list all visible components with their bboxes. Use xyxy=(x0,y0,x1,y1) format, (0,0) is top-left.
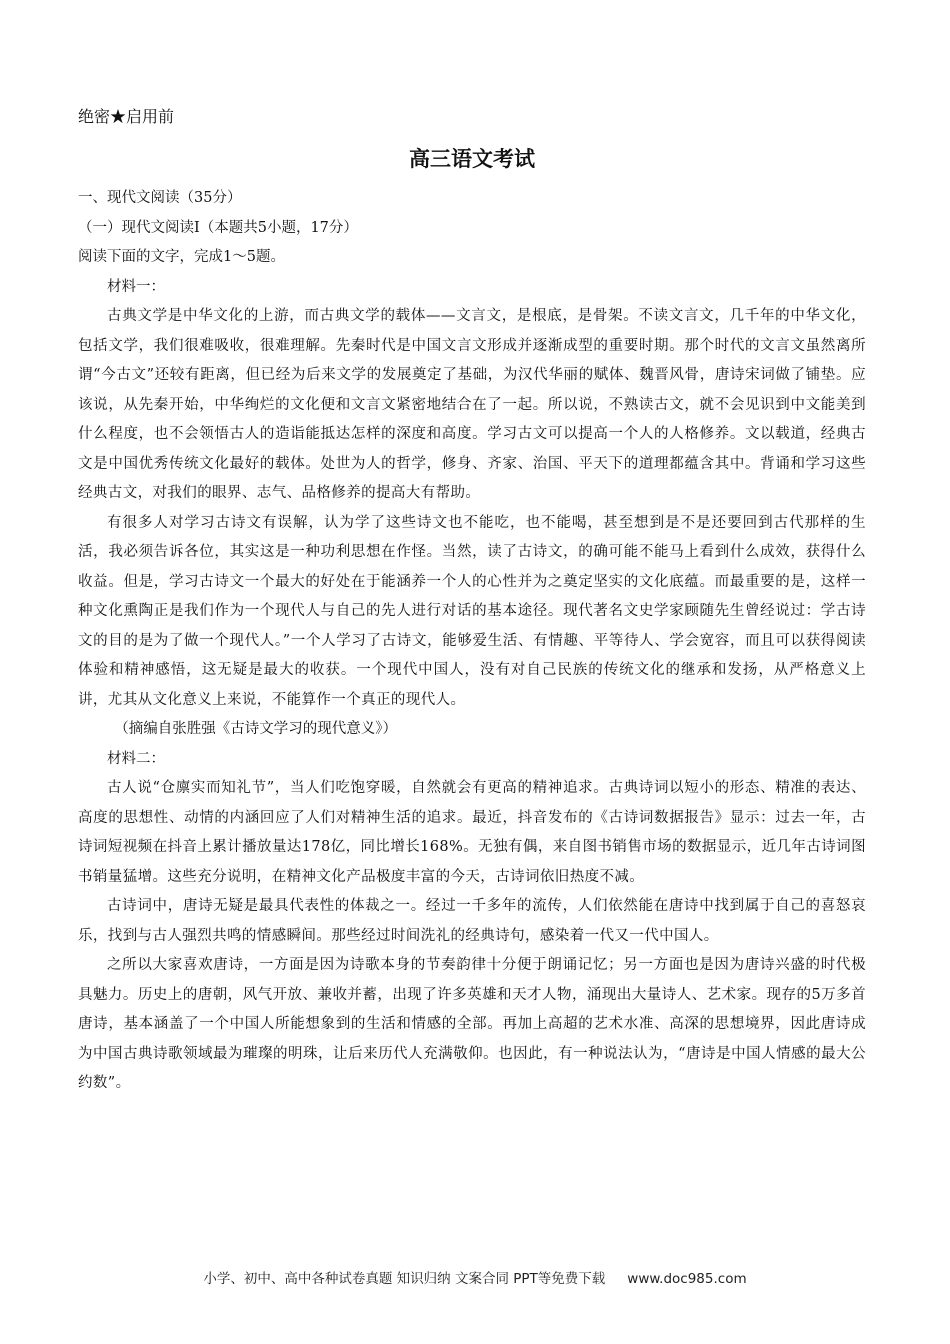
material-2-paragraph-1: 古人说“仓廪实而知礼节”，当人们吃饱穿暖，自然就会有更高的精神追求。古典诗词以短小的形态、精准的表达、高度的思想性、动情的内涵回应了人们对精神生活的追求。最近，抖音发布的《古诗词数据报告》显示：过去一年，古诗词短视频在抖音上累计播放量达178亿，同比增长168%。无独有偶，来自图书销售市场的数据显示，近几年古诗词图书销量猛增。这些充分说明，在精神文化产品极度丰富的今天，古诗词依旧热度不减。 xyxy=(78,780,866,885)
section-subheading: （一）现代文阅读I（本题共5小题，17分） xyxy=(78,219,358,236)
footer-text: 小学、初中、高中各种试卷真题 知识归纳 文案合同 PPT等免费下载 xyxy=(203,1271,606,1287)
instruction-text: 阅读下面的文字，完成1～5题。 xyxy=(78,249,285,265)
material-1-label: 材料一： xyxy=(107,278,165,295)
section-heading: 一、现代文阅读（35分） xyxy=(78,190,242,206)
secret-mark: 绝密★启用前 xyxy=(78,107,175,126)
footer-site-link[interactable]: www.doc985.com xyxy=(627,1271,747,1287)
page-title: 高三语文考试 xyxy=(409,147,535,171)
exam-page xyxy=(78,104,866,1099)
material-2-paragraph-2: 古诗词中，唐诗无疑是最具代表性的体裁之一。经过一千多年的流传，人们依然能在唐诗中找到属于自己的喜怒哀乐，找到与古人强烈共鸣的情感瞬间。那些经过时间洗礼的经典诗句，感染着一代又一代中国人。 xyxy=(78,898,866,944)
material-1-paragraph-2: 有很多人对学习古诗文有误解，认为学了这些诗文也不能吃，也不能喝，甚至想到是不是还要回到古代那样的生活，我必须告诉各位，其实这是一种功利思想在作怪。当然，读了古诗文，的确可能不能马上看到什么成效，获得什么收益。但是，学习古诗文一个最大的好处在于能涵养一个人的心性并为之奠定坚实的文化底蕴。而最重要的是，这样一种文化熏陶正是我们作为一个现代人与自己的先人进行对话的基本途径。现代著名文史学家顾随先生曾经说过：学古诗文的目的是为了做一个现代人。”一个人学习了古诗文，能够爱生活、有情趣、平等待人、学会宽容，而且可以获得阅读体验和精神感悟，这无疑是最大的收获。一个现代中国人，没有对自己民族的传统文化的继承和发扬，从严格意义上讲，尤其从文化意义上来说，不能算作一个真正的现代人。 xyxy=(78,514,866,708)
material-1-paragraph-1: 古典文学是中华文化的上游，而古典文学的载体——文言文，是根底，是骨架。不读文言文，几千年的中华文化，包括文学，我们很难吸收，很难理解。先秦时代是中国文言文形成并逐渐成型的重要时期。那个时代的文言文虽然离所谓“今古文”还较有距离，但已经为后来文学的发展奠定了基础，为汉代华丽的赋体、魏晋风骨，唐诗宋词做了铺垫。应该说，从先秦开始，中华绚烂的文化便和文言文紧密地结合在了一起。所以说，不熟读古文，就不会见识到中文能美到什么程度，也不会领悟古人的造诣能抵达怎样的深度和高度。学习古文可以提高一个人的人格修养。文以载道，经典古文是中国优秀传统文化最好的载体。处世为人的哲学，修身、齐家、治国、平天下的道理都蕴含其中。背诵和学习这些经典古文，对我们的眼界、志气、品格修养的提高大有帮助。 xyxy=(78,308,866,501)
material-2-paragraph-3: 之所以大家喜欢唐诗，一方面是因为诗歌本身的节奏韵律十分便于朗诵记忆；另一方面也是因为唐诗兴盛的时代极具魅力。历史上的唐朝，风气开放、兼收并蓄，出现了许多英雄和天才人物，涌现出大量诗人、艺术家。现存的5万多首唐诗，基本涵盖了一个中国人所能想象到的生活和情感的全部。再加上高超的艺术水准、高深的思想境界，因此唐诗成为中国古典诗歌领域最为璀璨的明珠，让后来历代人充满敬仰。也因此，有一种说法认为，“唐诗是中国人情感的最大公约数”。 xyxy=(78,957,866,1091)
material-2-label: 材料二： xyxy=(107,750,165,767)
material-1-source: （摘编自张胜强《古诗文学习的现代意义》） xyxy=(114,721,397,737)
page-footer xyxy=(0,1268,950,1290)
